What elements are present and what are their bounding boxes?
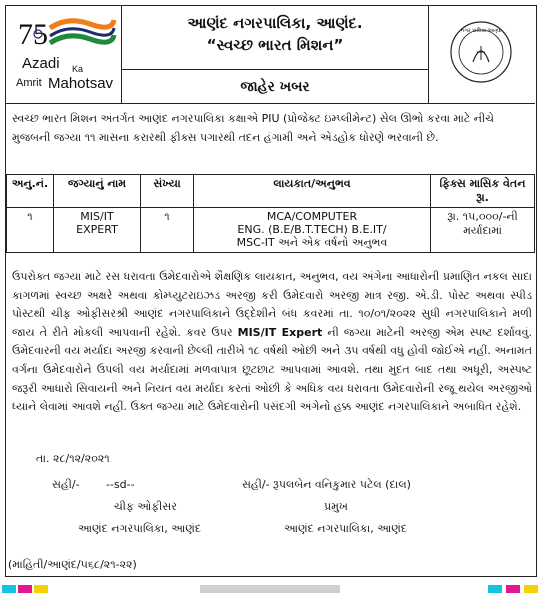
municipality-seal	[428, 6, 535, 103]
col-header-post: જગ્યાનું નામ	[54, 175, 141, 208]
instructions-bold-post: MIS/IT Expert	[237, 325, 323, 339]
left-designation: ચીફ ઓફીસર	[114, 500, 177, 513]
mission-title: “સ્વચ્છ ભારત મિશન”	[206, 36, 344, 54]
salary-line-1: રૂા. ૧૫,૦૦૦/-ની	[447, 210, 518, 223]
logo-amrit: Amrit	[16, 77, 42, 89]
col-header-serial: અનુ.નં.	[7, 175, 54, 208]
salary-line-2: મર્યાદામાં	[463, 224, 502, 237]
left-signature: સહી/-	[52, 478, 80, 491]
swatch-gray	[200, 585, 340, 593]
notice-date: તા. ૨૮/૧૨/૨૦૨૧	[36, 452, 110, 465]
cell-post	[54, 208, 141, 253]
public-notice-label: જાહેર ખબર	[240, 79, 310, 95]
flag-saffron-stripe	[50, 20, 114, 28]
seal-text: નગર પાલિકા આણંદ	[460, 28, 502, 34]
intro-paragraph: સ્વચ્છ ભારત મિશન અંતર્ગત આણંદ નગરપાલિકા કક્ષાએ PIU (પ્રોજેક્ટ ઇમ્પ્લીમેન્ટ) સેલ ઊભો કરવા માટે નીચે મુજબની જગ્યા ૧૧ માસના કરારથી ફીક્સ પગારથી તદન હંગામી અને એડહોક ધોરણે ભરવાની છે.	[12, 112, 494, 144]
header-title-block	[122, 6, 428, 103]
notice-row	[122, 69, 428, 104]
post-line-2: EXPERT	[76, 223, 118, 236]
table-header-row	[7, 175, 535, 208]
cell-serial: ૧	[7, 208, 54, 253]
logo-mahotsav: Mahotsav	[48, 75, 114, 92]
col-header-count: સંખ્યા	[141, 175, 194, 208]
azadi-ka-amrit-mahotsav-logo	[6, 6, 122, 103]
azadi-logo-graphic	[6, 6, 120, 101]
vacancy-table	[6, 174, 535, 253]
swatch-yellow	[34, 585, 48, 593]
right-designation: પ્રમુખ	[324, 500, 348, 513]
header	[6, 6, 535, 104]
swatch-yellow-right	[524, 585, 538, 593]
left-sd-mark: --sd--	[106, 478, 135, 491]
print-color-strip	[0, 585, 542, 600]
table-row	[7, 208, 535, 253]
qual-line-1: MCA/COMPUTER	[266, 210, 358, 223]
left-organization: આણંદ નગરપાલિકા, આણંદ	[78, 522, 201, 535]
swatch-magenta-right	[506, 585, 520, 593]
information-reference: (માહિતી/આણંદ/૫૬૮/૨૧-૨૨)	[8, 558, 137, 571]
right-organization: આણંદ નગરપાલિકા, આણંદ	[284, 522, 407, 535]
logo-azadi: Azadi	[22, 55, 60, 72]
swatch-magenta	[18, 585, 32, 593]
instructions-part-1: ઉપરોક્ત જગ્યા માટે રસ ધરાવતા ઉમેદવારોએ શૈક્ષણિક લાયકાત, અનુભવ, વય અંગેના આધારોની પ્રમાણિત નકલ સાદા કાગળમાં સ્વચ્છ અક્ષરે અથવા કોમ્પ્યુટરાઇઝડ અરજી કરી ઉમેદવારો અરજી માત્ર રજી. એ.ડી. પોસ્ટ અથવા સ્પીડ પોસ્ટથી ચીફ ઓફીસરશ્રી આણંદ નગરપાલિકાને ઉદ્દેશીને બંધ કવરમાં તા. ૧૦/૦૧/૨૦૨૨ સુધી નગરપાલિકાને મળી જાય તે રીતે મોકલી આપવાની રહેશે. કવર ઉપર	[12, 270, 532, 339]
seal-graphic	[429, 6, 534, 101]
qual-line-2: ENG. (B.E/B.T.TECH) B.E.IT/	[237, 223, 387, 236]
post-line-1: MIS/IT	[80, 210, 114, 223]
col-header-salary: ફિક્સ માસિક વેતન રૂા.	[431, 175, 535, 208]
logo-ka: Ka	[72, 64, 84, 74]
swatch-cyan-right	[488, 585, 502, 593]
col-header-qualification: લાયકાત/અનુભવ	[194, 175, 431, 208]
notice-frame	[5, 5, 537, 577]
instructions-paragraph	[12, 268, 532, 417]
logo-number: 75	[18, 18, 48, 51]
cell-count: ૧	[141, 208, 194, 253]
swatch-cyan	[2, 585, 16, 593]
instructions-part-2: ની જગ્યા માટેની અરજી એમ સ્પષ્ટ દર્શાવવું. ઉમેદવારની વય મર્યાદા અરજી કરવાની છેલ્લી તારીખે ૧૮ વર્ષથી ઓછી અને ૩૫ વર્ષથી વધુ હોવી જોઈએ નહીં. અનામત વર્ગના ઉમેદવારોને ઉપલી વય મર્યાદામાં મળવાપાત્ર છૂટછાટ આપવામાં આવશે. તથા મુદત બાદ તથા અધૂરી, અસ્પષ્ટ જરૂરી આધારો સિવાયની અને નિયત વય મર્યાદા કરતાં ઓછી કે અધિક વય ધરાવતા ઉમેદવારોની રજૂ થયેલ અરજીઓ ધ્યાને લેવામાં આવશે નહીં. ઉક્ત જગ્યા માટે ઉમેદવારોની પસંદગી અંગેનો હક્ક આણંદ નગરપાલિકાને અબાધિત રહેશે.	[12, 325, 532, 414]
municipality-title: આણંદ નગરપાલિકા, આણંદ.	[187, 14, 363, 32]
cell-qualification	[194, 208, 431, 253]
right-signature: સહી/- રૂપલબેન વનિકુમાર પટેલ (દાલ)	[242, 478, 411, 491]
cell-salary	[431, 208, 535, 253]
qual-line-3: MSC-IT અને એક વર્ષનો અનુભવ	[236, 236, 388, 249]
